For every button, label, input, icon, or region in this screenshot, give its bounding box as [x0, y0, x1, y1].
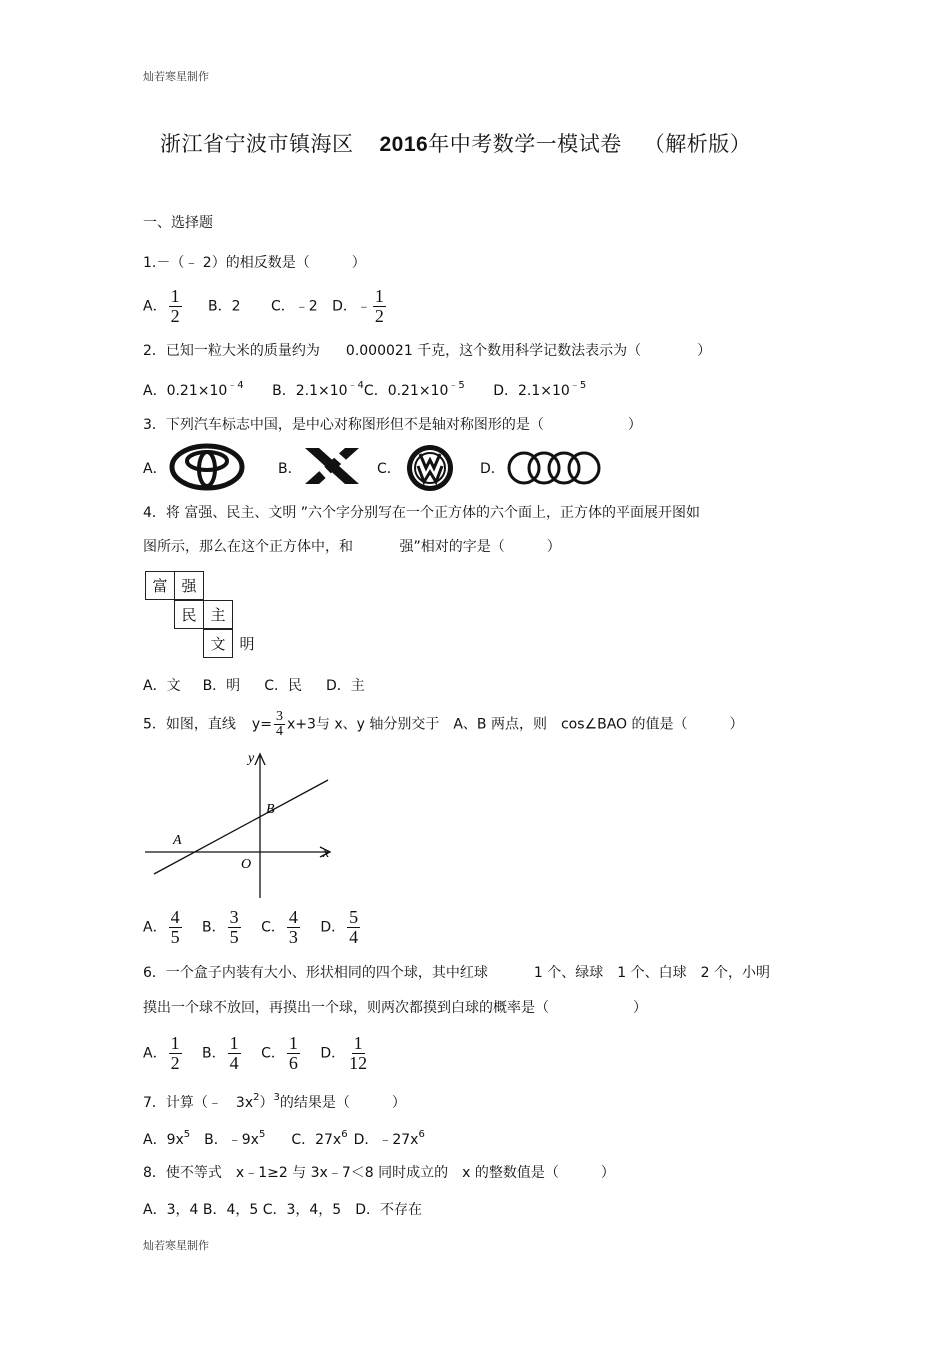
question-5-options: A． $\frac{4}{5}$ B． $\frac{3}{5}$ C． $\frac{4}{3}$ D． $\frac{5}{4}$: [143, 907, 359, 947]
net-cell: 主: [203, 600, 233, 629]
label-a: A: [173, 833, 182, 848]
toyota-logo-icon: [168, 442, 246, 492]
fraction: $\frac{1}{2}$: [170, 1033, 180, 1073]
label-x: x: [323, 846, 330, 861]
question-2-options: A．$0.21\times 10^{﹣4}$ B．$2.1\times 10^{﹣4}C$．$0.21\times 10^{﹣5}$ D．$2.1\times 10^{﹣5}$: [143, 380, 587, 399]
page-header: 灿若寒星制作: [143, 70, 209, 83]
question-4-options: A．文 B．明 C．民 D．主: [143, 678, 365, 694]
question-6-stem-line2: 摸出一个球不放回，再摸出一个球，则两次都摸到白球的概率是（ ）: [143, 1000, 647, 1016]
fraction: $\frac{1}{4}$: [229, 1033, 239, 1073]
page-title: [160, 128, 751, 158]
question-6-stem-line1: 6．一个盒子内装有大小、形状相同的四个球，其中红球 1 个、绿球 1 个、白球 2 个，小明: [143, 965, 770, 981]
option-label: A．: [143, 461, 167, 477]
title-region: 浙江省宁波市镇海区: [160, 132, 354, 156]
title-suffix: （解析版）: [643, 132, 752, 156]
question-7-stem: 7．计算（﹣ $3x^2)^3$的结果是（ ）: [143, 1092, 406, 1111]
net-cell: 文: [203, 629, 233, 658]
question-8-options: A．3，4 B．4，5 C．3，4，5 D．不存在: [143, 1202, 422, 1218]
net-cell: 明: [239, 635, 255, 653]
fraction: $\frac{3}{4}$: [275, 709, 283, 739]
fraction: $\frac{1}{12}$: [349, 1033, 368, 1073]
fraction: $\frac{4}{5}$: [170, 907, 180, 947]
label-o: O: [241, 857, 252, 872]
line-graph-figure: [140, 750, 340, 902]
option-label: D．: [480, 461, 505, 477]
fraction: $\frac{5}{4}$: [349, 907, 359, 947]
label-b: B: [266, 802, 275, 817]
option-label: C．: [377, 461, 401, 477]
fraction: $\frac{1}{2}$: [170, 286, 180, 326]
question-1-options: A． $\frac{1}{2}$ B．2 C．﹣2 D．﹣ $\frac{1}{2}$: [143, 286, 384, 326]
net-cell: 富: [145, 571, 175, 600]
option-label: B．: [278, 461, 302, 477]
question-4-stem-line1: 4．将 富强、民主、文明 ”六个字分别写在一个正方体的六个面上，正方体的平面展开图如: [143, 505, 701, 521]
suzuki-x-logo-icon: [303, 446, 361, 486]
page-footer: 灿若寒星制作: [143, 1239, 209, 1252]
label-y: y: [248, 751, 255, 766]
net-cell: 强: [174, 571, 204, 600]
question-5-stem: 5．如图，直线 y= $\frac{3}{4}$ x+3与 x、y 轴分别交于 A、B 两点，则 cos∠BAO 的值是（ ）: [143, 709, 744, 739]
fraction: $\frac{1}{2}$: [374, 286, 384, 326]
fraction: $\frac{1}{6}$: [288, 1033, 298, 1073]
title-year: 2016: [379, 133, 429, 156]
section-heading: 一、选择题: [143, 215, 213, 231]
question-1-stem: 1.－（﹣ 2）的相反数是（ ）: [143, 255, 366, 271]
fraction: $\frac{4}{3}$: [288, 907, 298, 947]
title-main: 年中考数学一模试卷: [428, 132, 622, 156]
question-6-options: A． $\frac{1}{2}$ B． $\frac{1}{4}$ C． $\frac{1}{6}$ D． $\frac{1}{12}$: [143, 1033, 368, 1073]
net-cell: 民: [174, 600, 204, 629]
audi-rings-logo-icon: [505, 450, 603, 486]
fraction: $\frac{3}{5}$: [229, 907, 239, 947]
question-2-stem: 2．已知一粒大米的质量约为 0.000021 千克，这个数用科学记数法表示为（ ）: [143, 343, 712, 359]
question-3-stem: 3．下列汽车标志中国，是中心对称图形但不是轴对称图形的是（ ）: [143, 417, 642, 433]
volkswagen-logo-icon: [404, 442, 456, 494]
question-4-stem-line2: 图所示，那么在这个正方体中，和 强”相对的字是（ ）: [143, 539, 561, 555]
question-7-options: A．$9x^5$ B．$﹣9x^5$ C．$27x^6$ D．$﹣27x^6$: [143, 1129, 425, 1148]
question-8-stem: 8．使不等式 x﹣1≥2 与 3x﹣7＜8 同时成立的 x 的整数值是（ ）: [143, 1165, 615, 1181]
